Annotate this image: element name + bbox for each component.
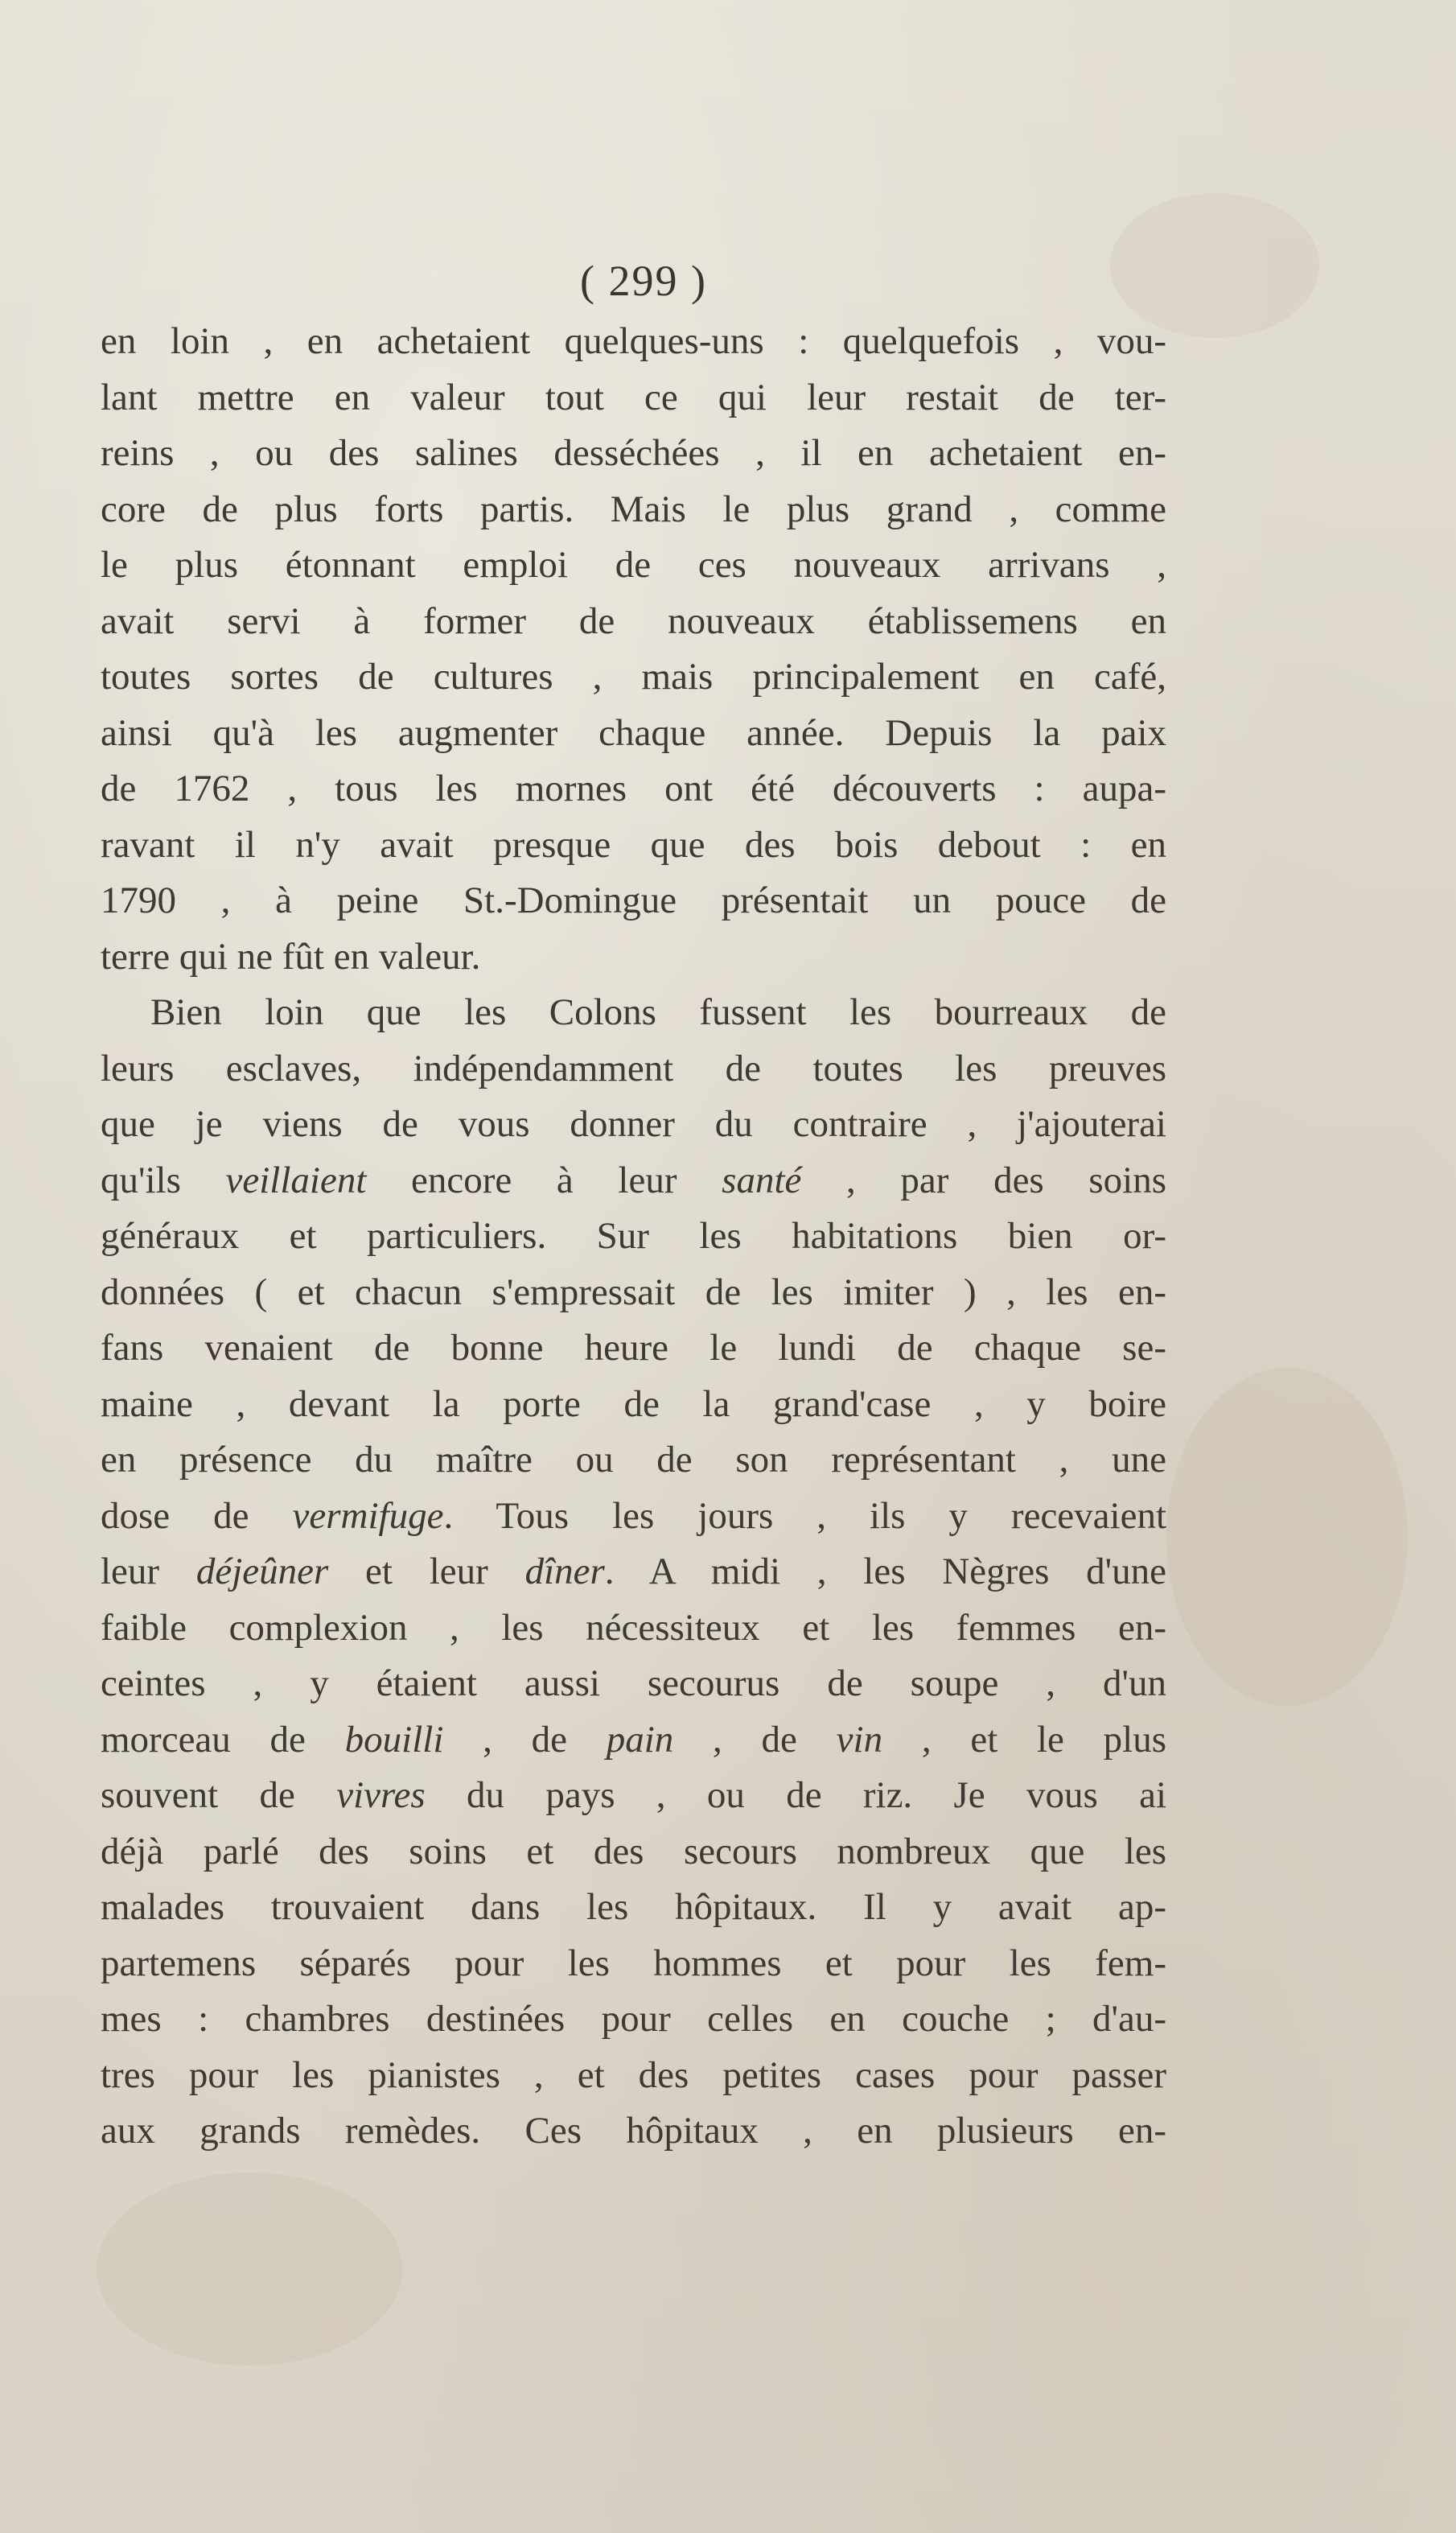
text-segment: avait servi à former de nouveaux établissemens en: [101, 599, 1166, 642]
text-line: [101, 1600, 1166, 1657]
text-segment: ainsi qu'à les augmenter chaque année. Depuis la paix: [101, 711, 1166, 754]
text-line: [101, 1936, 1166, 1992]
text-segment: déjà parlé des soins et des secours nombreux que les: [101, 1830, 1166, 1872]
text-line: [101, 2048, 1166, 2104]
text-segment: fans venaient de bonne heure le lundi de chaque se-: [101, 1327, 1166, 1369]
text-segment: 1790 , à peine St.-Domingue présentait un pouce de: [101, 879, 1166, 921]
text-segment: le plus étonnant emploi de ces nouveaux arrivans ,: [101, 544, 1166, 586]
italic-word: vivres: [336, 1774, 426, 1816]
text-segment: généraux et particuliers. Sur les habitations bien or-: [101, 1215, 1166, 1257]
text-line: [101, 1041, 1166, 1098]
text-line: [101, 1824, 1166, 1880]
body-text: [101, 314, 1166, 2160]
text-line: [101, 929, 1166, 986]
text-line: [101, 1153, 1166, 1209]
text-line: [101, 1432, 1166, 1489]
text-segment: encore à leur: [366, 1159, 722, 1201]
text-segment: terre qui ne fût en valeur.: [101, 935, 481, 978]
text-segment: maine , devant la porte de la grand'case , y boire: [101, 1382, 1166, 1425]
text-line: [101, 761, 1166, 818]
text-segment: de 1762 , tous les mornes ont été découverts : aupa-: [101, 768, 1166, 809]
text-segment: qu'ils: [101, 1159, 226, 1201]
text-line: [101, 1097, 1166, 1153]
text-line: [101, 1768, 1166, 1824]
italic-word: veillaient: [225, 1159, 367, 1201]
text-line: [101, 482, 1166, 538]
text-segment: Bien loin que les Colons fussent les bourreaux de: [150, 991, 1166, 1033]
text-line: [101, 1265, 1166, 1321]
text-segment: , et le plus: [882, 1718, 1167, 1761]
text-segment: morceau de: [101, 1718, 345, 1761]
text-segment: toutes sortes de cultures , mais principalement en café,: [101, 656, 1166, 698]
text-segment: , par des soins: [801, 1159, 1167, 1201]
text-line: [101, 1656, 1166, 1712]
text-segment: et leur: [328, 1551, 525, 1592]
text-line: [101, 873, 1166, 929]
text-line: [101, 706, 1166, 762]
text-segment: malades trouvaient dans les hôpitaux. Il y avait ap-: [101, 1886, 1166, 1928]
text-line: [101, 818, 1166, 874]
text-line: [101, 1712, 1166, 1769]
italic-word: déjeûner: [195, 1551, 329, 1592]
text-segment: en présence du maître ou de son représentant , une: [101, 1439, 1166, 1481]
text-line: [101, 1320, 1166, 1377]
text-segment: lant mettre en valeur tout ce qui leur restait de ter-: [101, 376, 1166, 418]
text-segment: reins , ou des salines desséchées , il en achetaient en-: [101, 432, 1166, 474]
text-line: [101, 426, 1166, 482]
text-segment: ceintes , y étaient aussi secourus de soupe , d'un: [101, 1662, 1166, 1704]
text-segment: . Tous les jours , ils y recevaient: [443, 1494, 1166, 1537]
text-segment: souvent de: [101, 1774, 337, 1816]
text-segment: leur: [101, 1551, 196, 1592]
italic-word: santé: [722, 1159, 802, 1201]
text-segment: mes : chambres destinées pour celles en couche ; d'au-: [101, 1998, 1166, 2040]
text-segment: partemens séparés pour les hommes et pour les fem-: [101, 1942, 1166, 1984]
text-segment: du pays , ou de riz. Je vous ai: [425, 1774, 1166, 1816]
text-segment: que je viens de vous donner du contraire , j'ajouterai: [101, 1103, 1166, 1145]
text-segment: , de: [673, 1718, 837, 1761]
text-segment: ravant il n'y avait presque que des bois debout : en: [101, 823, 1166, 866]
text-segment: . A midi , les Nègres d'une: [604, 1551, 1166, 1592]
text-line: [101, 1991, 1166, 2048]
text-line: [101, 537, 1166, 594]
text-line: [101, 1209, 1166, 1265]
text-segment: dose de: [101, 1494, 293, 1537]
text-line: [101, 649, 1166, 706]
paper-stain: [1166, 1368, 1408, 1706]
text-segment: en loin , en achetaient quelques-uns : quelquefois , vou-: [101, 320, 1166, 362]
text-segment: leurs esclaves, indépendamment de toutes les preuves: [101, 1047, 1166, 1089]
text-line: [101, 1377, 1166, 1433]
paper-stain: [97, 2173, 402, 2366]
text-line: [101, 985, 1166, 1041]
italic-word: vin: [836, 1718, 883, 1761]
italic-word: dîner: [524, 1551, 605, 1592]
text-line: [101, 2103, 1166, 2160]
text-segment: données ( et chacun s'empressait de les imiter ) , les en-: [101, 1271, 1166, 1313]
italic-word: bouilli: [344, 1718, 444, 1761]
italic-word: vermifuge: [292, 1494, 444, 1537]
text-segment: tres pour les pianistes , et des petites cases pour passer: [101, 2053, 1166, 2096]
text-line: [101, 594, 1166, 650]
text-segment: faible complexion , les nécessiteux et les femmes en-: [101, 1606, 1166, 1649]
text-line: [101, 1544, 1166, 1600]
text-line: [101, 370, 1166, 426]
text-line: [101, 314, 1166, 370]
text-line: [101, 1489, 1166, 1545]
text-segment: core de plus forts partis. Mais le plus grand , comme: [101, 488, 1166, 530]
italic-word: pain: [606, 1718, 674, 1761]
page-number: ( 299 ): [580, 257, 707, 305]
text-segment: , de: [443, 1718, 607, 1761]
text-line: [101, 1880, 1166, 1936]
text-segment: aux grands remèdes. Ces hôpitaux , en plusieurs en-: [101, 2110, 1166, 2152]
